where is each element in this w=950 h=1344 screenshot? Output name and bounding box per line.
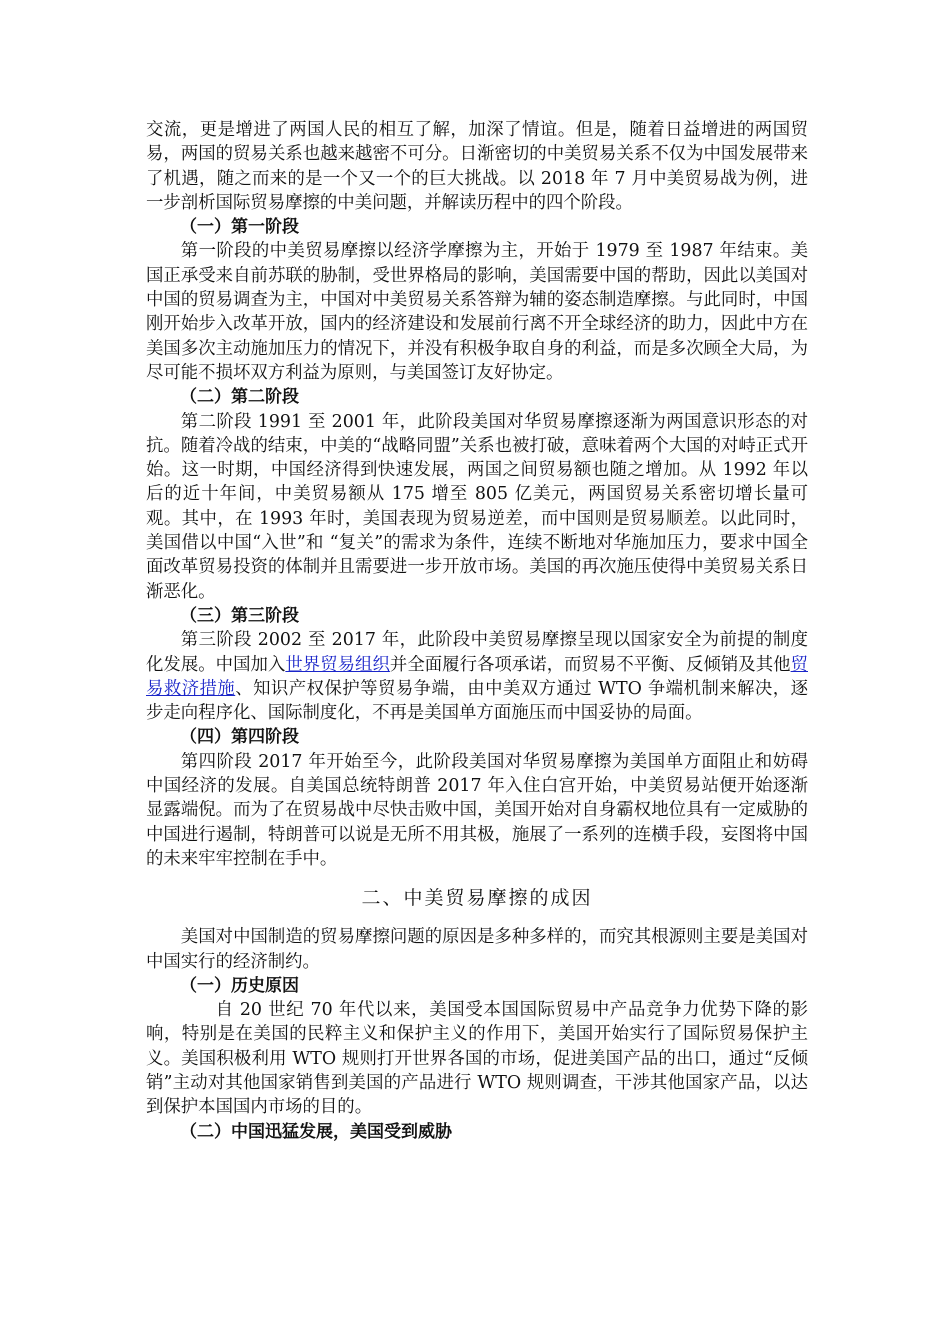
paragraph-stage-3 — [146, 628, 808, 725]
paragraph-stage-1: 第一阶段的中美贸易摩擦以经济学摩擦为主，开始于 1979 至 1987 年结束。美国正承受来自前苏联的胁制，受世界格局的影响，美国需要中国的帮助，因此以美国对中国的贸易调查为主，中国对中美贸易关系答辩为辅的姿态制造摩擦。与此同时，中国刚开始步入改革开放，国内的经济建设和发展前行离不开全球经济的助力，因此中方在美国多次主动施加压力的情况下，并没有积极争取自身的利益，而是多次顾全大局，为尽可能不损坏双方利益为原则，与美国签订友好协定。 — [146, 241, 808, 383]
paragraph-cause-intro: 美国对中国制造的贸易摩擦问题的原因是多种多样的，而究其根源则主要是美国对中国实行的经济制约。 — [146, 927, 808, 972]
stage-3-text-a: 第三阶段 2002 至 2017 年，此阶段中美贸易摩擦呈现以国家安全为前提的制度化发展。中国加入 — [146, 630, 808, 675]
heading-stage-2: （二）第二阶段 — [180, 387, 299, 408]
paragraph-history: 自 20 世纪 70 年代以来，美国受本国国际贸易中产品竞争力优势下降的影响，特别是在美国的民粹主义和保护主义的作用下，美国开始实行了国际贸易保护主义。美国积极利用 WTO 规则打开世界各国的市场，促进美国产品的出口，通过“反倾销”主动对其他国家销售到美国的产品进行 WTO 规则调查，干涉其他国家产品，以达到保护本国国内市场的目的。 — [146, 1000, 808, 1118]
heading-history: （一）历史原因 — [180, 975, 299, 996]
heading-china-rise: （二）中国迅猛发展，美国受到威胁 — [180, 1121, 452, 1142]
section-2-title: 二、中美贸易摩擦的成因 — [361, 887, 593, 910]
heading-stage-3: （三）第三阶段 — [180, 605, 299, 626]
link-wto[interactable]: 世界贸易组织 — [285, 654, 390, 675]
paragraph-intro: 交流，更是增进了两国人民的相互了解，加深了情谊。但是，随着日益增进的两国贸易，两国的贸易关系也越来越密不可分。日渐密切的中美贸易关系不仅为中国发展带来了机遇，随之而来的是一个又一个的巨大挑战。以 2018 年 7 月中美贸易战为例，进一步剖析国际贸易摩擦的中美问题，并解读历程中的四个阶段。 — [146, 120, 808, 213]
stage-3-text-b: 并全面履行各项承诺，而贸易不平衡、反倾销及其他 — [389, 654, 791, 675]
paragraph-stage-2: 第二阶段 1991 至 2001 年，此阶段美国对华贸易摩擦逐渐为两国意识形态的对抗。随着冷战的结束，中美的“战略同盟”关系也被打破，意味着两个大国的对峙正式开始。这一时期，中国经济得到快速发展，两国之间贸易额也随之增加。从 1992 年以后的近十年间，中美贸易额从 175 增至 805 亿美元，两国贸易关系密切增长量可观。其中，在 1993 年时，美国表现为贸易逆差，而中国则是贸易顺差。以此同时，美国借以中国“入世”和 “复关”的需求为条件，连续不断地对华施加压力，要求中国全面改革贸易投资的体制并且需要进一步开放市场。美国的再次施压使得中美贸易关系日渐恶化。 — [146, 411, 808, 602]
heading-stage-1: （一）第一阶段 — [180, 217, 299, 238]
link-trade-remedy[interactable]: 贸易救济措施 — [146, 654, 808, 699]
heading-stage-4: （四）第四阶段 — [180, 727, 299, 748]
paragraph-stage-4: 第四阶段 2017 年开始至今，此阶段美国对华贸易摩擦为美国单方面阻止和妨碍中国经济的发展。自美国总统特朗普 2017 年入住白宫开始，中美贸易站便开始逐渐显露端倪。而为了在贸易战中尽快击败中国，美国开始对自身霸权地位具有一定威胁的中国进行遏制，特朗普可以说是无所不用其极，施展了一系列的连横手段，妄图将中国的未来牢牢控制在手中。 — [146, 751, 808, 869]
document-page — [146, 118, 808, 1144]
stage-3-text-c: 、知识产权保护等贸易争端，由中美双方通过 WTO 争端机制来解决，逐步走向程序化、国际制度化，不再是美国单方面施压而中国妥协的局面。 — [146, 678, 808, 724]
